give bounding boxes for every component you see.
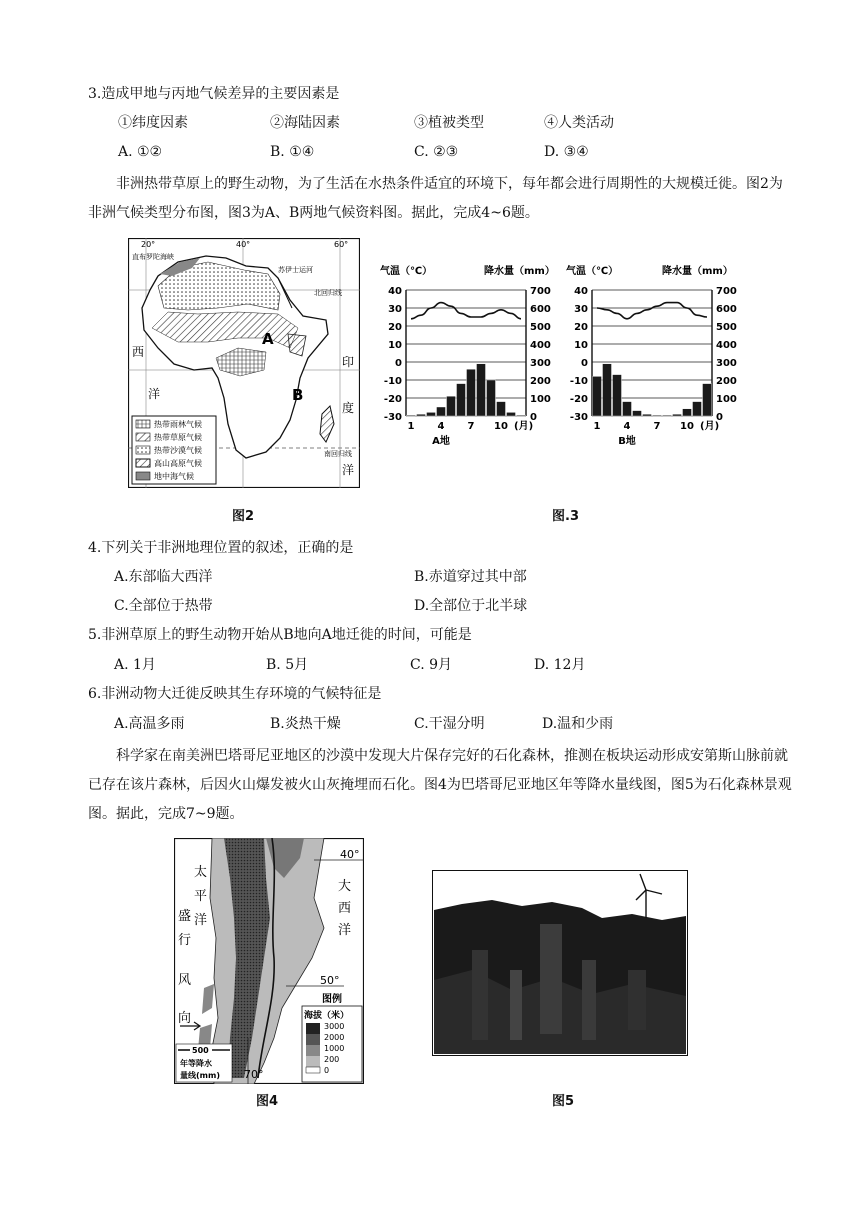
q6-option-d: D.温和少雨 (542, 716, 614, 732)
isoline-value: 500 (192, 1046, 209, 1055)
precip-bar (447, 396, 456, 416)
temp-tick-label: 0 (581, 358, 588, 369)
month-tick-label: 1 (593, 421, 601, 432)
month-tick-label: 10 (680, 421, 694, 432)
legend-unit: 海拔（米） (304, 1011, 350, 1021)
precip-bar (437, 407, 446, 416)
legend-highland: 高山高原气候 (154, 459, 202, 468)
lon-label-40: 40° (236, 240, 251, 249)
atlantic-char-2: 洋 (148, 387, 161, 401)
climate-chart-a (376, 258, 566, 453)
patagonia-precipitation-map (174, 838, 364, 1084)
temp-tick-label: -20 (383, 394, 402, 405)
chart-title: A地 (432, 436, 450, 447)
precip-tick-label: 600 (530, 304, 551, 315)
precip-bar (457, 384, 466, 416)
wind-char-2: 行 (178, 933, 192, 948)
indian-char-3: 洋 (342, 463, 355, 477)
precip-bar (683, 409, 692, 416)
month-tick-label: 10 (494, 421, 508, 432)
q5-option-c: C. 9月 (410, 657, 453, 673)
lon-label-70: 70° (244, 1068, 264, 1081)
temp-tick-label: 30 (388, 304, 402, 315)
q3-item-2: ②海陆因素 (270, 115, 340, 131)
q3-item-4: ④人类活动 (544, 115, 614, 131)
lat-label-40: 40° (340, 848, 360, 861)
q4-option-b: B.赤道穿过其中部 (414, 569, 527, 585)
temp-tick-label: -10 (383, 376, 402, 387)
q3-option-d: D. ③④ (544, 144, 589, 160)
q3-option-a: A. ①② (118, 144, 163, 160)
month-tick-label: 7 (653, 421, 661, 432)
precip-bar (663, 415, 672, 416)
temp-tick-label: 0 (395, 358, 402, 369)
precip-tick-label: 200 (716, 376, 737, 387)
precip-bar (517, 415, 526, 416)
precip-bar (467, 369, 476, 416)
q6-option-c: C.干湿分明 (414, 716, 485, 732)
africa-climate-map (128, 238, 360, 488)
precip-bar (593, 376, 602, 416)
precip-tick-label: 500 (716, 322, 737, 333)
legend-rainforest: 热带雨林气候 (154, 420, 202, 429)
q6-stem: 6.非洲动物大迁徙反映其生存环境的气候特征是 (88, 686, 382, 702)
legend-savanna: 热带草原气候 (154, 433, 202, 442)
q3-option-b: B. ①④ (270, 144, 315, 160)
month-unit-label: (月) (514, 421, 534, 432)
precip-bar (417, 414, 426, 416)
temp-tick-label: 10 (574, 340, 588, 351)
q6-option-b: B.炎热干燥 (270, 716, 341, 732)
precip-bar (653, 415, 662, 416)
lon-label-20: 20° (141, 240, 156, 249)
pacific-char-2: 平 (194, 889, 208, 904)
q6-option-a: A.高温多雨 (114, 716, 185, 732)
precip-bar (497, 402, 506, 416)
q3-item-3: ③植被类型 (414, 115, 484, 131)
temperature-line (411, 303, 521, 319)
petrified-forest-photo (432, 870, 688, 1056)
precip-tick-label: 600 (716, 304, 737, 315)
precip-tick-label: 0 (530, 412, 537, 423)
intro-paragraph-africa: 非洲热带草原上的野生动物，为了生活在水热条件适宜的环境下，每年都会进行周期性的大规模迁徙。图2为非洲气候类型分布图，图3为A、B两地气候资料图。据此，完成4~6题。 (88, 176, 783, 221)
q4-option-d: D.全部位于北半球 (414, 598, 528, 614)
precip-tick-label: 700 (530, 286, 551, 297)
precip-axis-title: 降水量（mm） (484, 266, 555, 277)
temp-tick-label: -30 (569, 412, 588, 423)
temp-axis-title: 气温（℃） (380, 266, 433, 277)
q3-option-c: C. ②③ (414, 144, 459, 160)
precip-bar (673, 414, 682, 416)
chart-title: B地 (618, 436, 636, 447)
indian-char-2: 度 (342, 401, 355, 415)
atlantic-char-3: 洋 (338, 923, 352, 938)
month-unit-label: (月) (700, 421, 720, 432)
lon-label-60: 60° (334, 240, 349, 249)
isoline-label-2: 量线(mm) (180, 1071, 220, 1080)
temp-tick-label: 30 (574, 304, 588, 315)
gibraltar-label: 直布罗陀海峡 (132, 253, 174, 261)
temp-tick-label: 20 (574, 322, 588, 333)
q4-stem: 4.下列关于非洲地理位置的叙述，正确的是 (88, 540, 354, 556)
pacific-char-1: 太 (194, 865, 208, 880)
legend-2000: 2000 (324, 1033, 345, 1042)
precip-bar (407, 415, 416, 416)
temperature-line (597, 303, 707, 319)
pacific-char-3: 洋 (194, 913, 208, 928)
precip-bar (633, 411, 642, 416)
q3-stem: 3.造成甲地与丙地气候差异的主要因素是 (88, 86, 340, 102)
fig3-caption: 图.3 (552, 509, 579, 524)
q5-option-d: D. 12月 (534, 657, 586, 673)
month-tick-label: 4 (437, 421, 445, 432)
precip-bar (613, 375, 622, 416)
lat-label-50: 50° (320, 974, 340, 987)
precip-bar (623, 402, 632, 416)
precip-bar (477, 364, 486, 416)
legend-title: 图例 (322, 994, 342, 1005)
atlantic-char-1: 西 (132, 345, 145, 359)
precip-tick-label: 400 (716, 340, 737, 351)
precip-axis-title: 降水量（mm） (662, 266, 733, 277)
temp-tick-label: -20 (569, 394, 588, 405)
q3-item-1: ①纬度因素 (118, 115, 188, 131)
precip-bar (643, 414, 652, 416)
precip-tick-label: 500 (530, 322, 551, 333)
wind-char-4: 向 (178, 1011, 192, 1026)
precip-bar (427, 412, 436, 416)
suez-label: 苏伊士运河 (278, 266, 313, 274)
temp-tick-label: 20 (388, 322, 402, 333)
precip-bar (703, 384, 712, 416)
precip-bar (487, 380, 496, 416)
precip-tick-label: 300 (530, 358, 551, 369)
precip-tick-label: 400 (530, 340, 551, 351)
precip-tick-label: 300 (716, 358, 737, 369)
legend-3000: 3000 (324, 1022, 345, 1031)
climate-chart-b (562, 258, 752, 453)
atlantic-char-2: 西 (338, 901, 352, 916)
legend-0: 0 (324, 1066, 330, 1075)
q5-option-a: A. 1月 (114, 657, 156, 673)
tropic-capricorn-label: 南回归线 (324, 450, 352, 458)
legend-1000: 1000 (324, 1044, 345, 1053)
precip-tick-label: 100 (530, 394, 551, 405)
point-a-label: A (262, 330, 274, 348)
tropic-cancer-label: 北回归线 (314, 289, 342, 297)
wind-char-3: 风 (178, 973, 192, 988)
temp-tick-label: 10 (388, 340, 402, 351)
temp-tick-label: 40 (388, 286, 402, 297)
month-tick-label: 7 (467, 421, 475, 432)
isoline-label: 年等降水 (180, 1059, 212, 1068)
point-b-label: B (292, 386, 304, 404)
temp-tick-label: -10 (569, 376, 588, 387)
q4-option-a: A.东部临大西洋 (114, 569, 213, 585)
temp-tick-label: -30 (383, 412, 402, 423)
temp-tick-label: 40 (574, 286, 588, 297)
legend-mediterranean: 地中海气候 (154, 472, 194, 481)
precip-tick-label: 0 (716, 412, 723, 423)
fig4-caption: 图4 (256, 1094, 279, 1109)
q4-option-c: C.全部位于热带 (114, 598, 213, 614)
precip-tick-label: 100 (716, 394, 737, 405)
month-tick-label: 1 (407, 421, 415, 432)
fig2-caption: 图2 (232, 509, 255, 524)
precip-bar (603, 364, 612, 416)
legend-200: 200 (324, 1055, 340, 1064)
fig5-caption: 图5 (552, 1094, 575, 1109)
q5-stem: 5.非洲草原上的野生动物开始从B地向A地迁徙的时间，可能是 (88, 627, 472, 643)
precip-tick-label: 700 (716, 286, 737, 297)
indian-char-1: 印 (342, 355, 355, 369)
temp-axis-title: 气温（℃） (566, 266, 619, 277)
legend-desert: 热带沙漠气候 (154, 446, 202, 455)
precip-tick-label: 200 (530, 376, 551, 387)
intro-paragraph-patagonia: 科学家在南美洲巴塔哥尼亚地区的沙漠中发现大片保存完好的石化森林，推测在板块运动形成安第斯山脉前就已存在该片森林，后因火山爆发被火山灰掩埋而石化。图4为巴塔哥尼亚地区年等降水量线图，图5为石化森林景观图。据此，完成7~9题。 (88, 748, 792, 822)
atlantic-char-1: 大 (338, 879, 352, 894)
precip-bar (693, 402, 702, 416)
wind-char-1: 盛 (178, 909, 192, 924)
precip-bar (507, 412, 516, 416)
q5-option-b: B. 5月 (266, 657, 309, 673)
month-tick-label: 4 (623, 421, 631, 432)
